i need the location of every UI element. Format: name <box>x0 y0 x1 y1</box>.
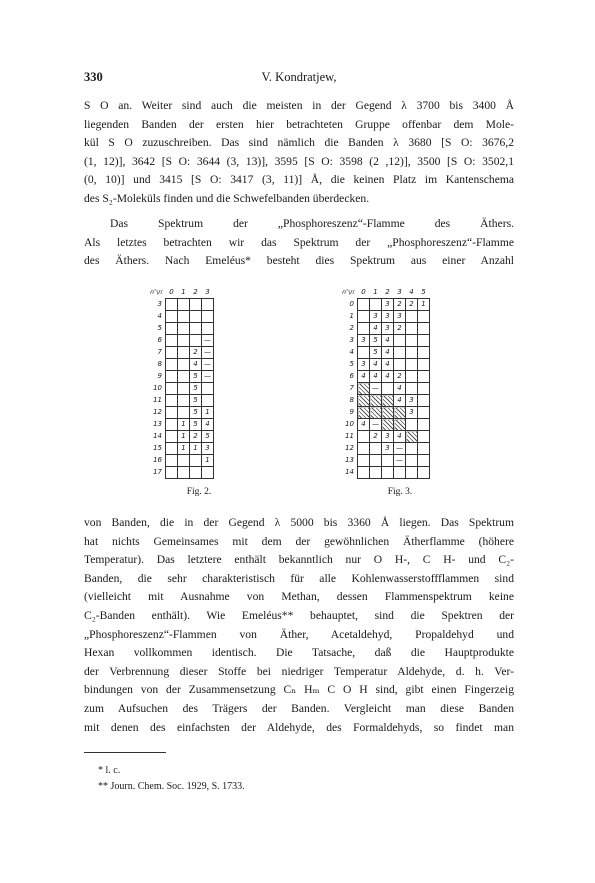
grid-cell: 4 <box>358 419 370 431</box>
grid-row <box>340 335 430 347</box>
grid-cell <box>166 443 178 455</box>
grid-cell <box>202 311 214 323</box>
grid-cell <box>358 443 370 455</box>
grid-cell: 1 <box>190 443 202 455</box>
grid-cell <box>358 383 370 395</box>
grid-cell <box>166 371 178 383</box>
row-label: 0 <box>349 300 354 308</box>
grid-cell <box>406 335 418 347</box>
grid-cell <box>202 323 214 335</box>
grid-cell <box>406 467 418 479</box>
row-label: 17 <box>153 468 162 476</box>
grid-cell <box>190 335 202 347</box>
grid-cell <box>406 419 418 431</box>
grid-cell <box>394 359 406 371</box>
grid-cell <box>394 407 406 419</box>
grid-cell: 4 <box>382 371 394 383</box>
text-line: (0, 10)] und 3415 [S O: 3417 (3, 11)] Å, die keinen Platz im Kantenschema <box>84 173 514 187</box>
grid-cell <box>358 455 370 467</box>
grid-cell <box>406 443 418 455</box>
grid-cell <box>166 407 178 419</box>
grid-cell <box>418 335 430 347</box>
grid-cell <box>370 407 382 419</box>
grid-cell: 3 <box>394 311 406 323</box>
grid-cell: 3 <box>382 299 394 311</box>
grid-cell <box>418 443 430 455</box>
grid-cell: 2 <box>370 431 382 443</box>
grid-row <box>340 383 430 395</box>
grid-row <box>340 395 430 407</box>
grid-cell <box>418 467 430 479</box>
grid-cell <box>358 323 370 335</box>
grid-row <box>340 467 430 479</box>
grid-cell <box>370 443 382 455</box>
grid-cell <box>166 419 178 431</box>
row-label: 11 <box>153 396 162 404</box>
row-label: 4 <box>349 348 354 356</box>
fig-2-grid <box>148 287 214 479</box>
column-label: 3 <box>397 288 402 296</box>
grid-cell <box>190 323 202 335</box>
grid-cell: — <box>202 335 214 347</box>
row-label: 12 <box>345 444 354 452</box>
grid-cell: — <box>202 359 214 371</box>
grid-cell <box>358 467 370 479</box>
row-label: 6 <box>157 336 162 344</box>
grid-cell: 5 <box>190 383 202 395</box>
grid-cell <box>190 311 202 323</box>
text-line: hat nichts Gemeinsames mit dem der gewöhnlichen Ätherflamme (höhere <box>84 534 514 548</box>
grid-cell: 5 <box>190 407 202 419</box>
grid-cell <box>418 419 430 431</box>
grid-cell: 5 <box>190 395 202 407</box>
grid-cell <box>178 395 190 407</box>
row-label: 16 <box>153 456 162 464</box>
grid-cell: 5 <box>190 371 202 383</box>
grid-cell <box>418 395 430 407</box>
grid-cell: 4 <box>382 347 394 359</box>
grid-cell <box>418 371 430 383</box>
grid-cell <box>358 395 370 407</box>
grid-cell: — <box>394 443 406 455</box>
grid-cell: 4 <box>394 383 406 395</box>
grid-row <box>340 347 430 359</box>
row-label: 3 <box>157 300 162 308</box>
grid-cell <box>406 371 418 383</box>
grid-cell <box>202 383 214 395</box>
page-number: 330 <box>84 70 103 84</box>
grid-cell: — <box>202 371 214 383</box>
grid-cell: 5 <box>370 335 382 347</box>
grid-cell <box>418 359 430 371</box>
column-label: 3 <box>205 288 210 296</box>
grid-row <box>148 335 214 347</box>
grid-cell <box>406 323 418 335</box>
grid-row <box>340 299 430 311</box>
row-label: 7 <box>349 384 354 392</box>
grid-row <box>148 455 214 467</box>
grid-cell: 4 <box>382 335 394 347</box>
text-line: Als letztes betrachten wir das Spektrum der „Phosphoreszenz“-Flamme <box>84 235 514 249</box>
grid-row <box>340 407 430 419</box>
grid-row <box>148 467 214 479</box>
grid-cell <box>178 335 190 347</box>
grid-cell: 3 <box>358 335 370 347</box>
column-label: 0 <box>361 288 366 296</box>
grid-cell: 4 <box>382 359 394 371</box>
grid-cell: 2 <box>190 347 202 359</box>
text-line: der Verbrennung dieser Stoffe bei niedriger Temperatur Aldehyde, d. h. Ver- <box>84 664 514 678</box>
grid-cell: 4 <box>358 371 370 383</box>
grid-cell <box>418 455 430 467</box>
column-label: 0 <box>169 288 174 296</box>
grid-cell <box>406 455 418 467</box>
figure-2-caption: Fig. 2. <box>186 487 212 497</box>
text-line: Hexan vollkommen identisch. Die Tatsache, daß die Hauptprodukte <box>84 646 514 660</box>
grid-cell: 3 <box>406 407 418 419</box>
column-label: 5 <box>421 288 426 296</box>
grid-cell <box>382 455 394 467</box>
grid-cell: 3 <box>406 395 418 407</box>
grid-cell <box>202 467 214 479</box>
grid-row <box>340 359 430 371</box>
grid-cell <box>166 299 178 311</box>
grid-cell <box>370 299 382 311</box>
grid-cell <box>382 407 394 419</box>
grid-cell <box>166 395 178 407</box>
grid-cell <box>166 323 178 335</box>
grid-cell <box>370 467 382 479</box>
text-line: mit denen des einfachsten der Aldehyde, des Formaldehyds, so findet man <box>84 720 514 734</box>
grid-corner-label: n″\n′ <box>342 289 356 297</box>
figure-3-table <box>340 287 430 479</box>
text-line: zum Aufsuchen des Trägers der Banden. Vergleicht man diese Banden <box>84 701 514 715</box>
grid-cell: 2 <box>394 371 406 383</box>
figure-2-table <box>148 287 214 479</box>
row-label: 8 <box>157 360 162 368</box>
grid-cell: 4 <box>370 359 382 371</box>
column-label: 2 <box>385 288 390 296</box>
grid-row <box>148 371 214 383</box>
grid-row <box>340 431 430 443</box>
page-header <box>84 70 514 86</box>
grid-cell: 3 <box>382 311 394 323</box>
grid-cell <box>382 383 394 395</box>
grid-cell: 2 <box>394 323 406 335</box>
row-label: 9 <box>349 408 354 416</box>
column-label: 1 <box>181 288 186 296</box>
grid-cell <box>418 347 430 359</box>
text-line: Temperatur). Das letztere enthält bekanntlich nur O H-, C H- und C₂- <box>84 553 514 567</box>
grid-row <box>148 347 214 359</box>
grid-cell <box>178 383 190 395</box>
text-line: von Banden, die in der Gegend λ 5000 bis 3360 Å liegen. Das Spektrum <box>84 516 514 529</box>
text-line: liegenden Banden der ersten hier betrachteten Gruppe offenbar dem Mole- <box>84 117 514 131</box>
grid-cell: 5 <box>190 419 202 431</box>
grid-cell <box>202 395 214 407</box>
grid-cell: 1 <box>178 443 190 455</box>
grid-row <box>148 311 214 323</box>
grid-cell: 5 <box>370 347 382 359</box>
grid-cell <box>166 311 178 323</box>
row-label: 7 <box>157 348 162 356</box>
text-line: des S₂-Moleküls finden und die Schwefelbanden überdecken. <box>84 191 370 205</box>
grid-cell <box>418 311 430 323</box>
grid-row <box>340 371 430 383</box>
text-line: des Äthers. Nach Emeléus* besteht dies Spektrum aus einer Anzahl <box>84 254 514 268</box>
grid-cell <box>166 455 178 467</box>
column-label: 1 <box>373 288 378 296</box>
grid-cell: 2 <box>406 299 418 311</box>
grid-cell <box>394 467 406 479</box>
grid-cell <box>178 467 190 479</box>
grid-cell <box>406 359 418 371</box>
row-label: 13 <box>153 420 162 428</box>
grid-cell: 3 <box>382 323 394 335</box>
grid-row <box>340 323 430 335</box>
grid-cell <box>370 395 382 407</box>
row-label: 9 <box>157 372 162 380</box>
grid-row <box>148 383 214 395</box>
grid-row <box>148 443 214 455</box>
row-label: 14 <box>345 468 354 476</box>
grid-cell <box>370 455 382 467</box>
text-line: Banden, die sehr charakteristisch für alle Kohlenwasserstoffflammen sind <box>84 571 514 585</box>
grid-cell <box>178 299 190 311</box>
grid-cell <box>178 407 190 419</box>
row-label: 14 <box>153 432 162 440</box>
grid-row <box>148 395 214 407</box>
figure-3-caption: Fig. 3. <box>387 487 413 497</box>
grid-cell: — <box>394 455 406 467</box>
grid-cell: 4 <box>190 359 202 371</box>
grid-cell: 4 <box>370 323 382 335</box>
row-label: 6 <box>349 372 354 380</box>
grid-cell <box>394 335 406 347</box>
grid-cell <box>190 455 202 467</box>
section-heading-line: Das Spektrum der „Phosphoreszenz“-Flamme des Äthers. <box>110 217 514 230</box>
fig-3-grid <box>340 287 430 479</box>
text-line: bindungen von der Zusammensetzung Cₙ Hₘ C O H sind, gibt einen Fingerzeig <box>84 683 514 697</box>
text-line: „Phosphoreszenz“-Flammen von Äther, Acetaldehyd, Propaldehyd und <box>84 627 514 641</box>
running-head: V. Kondratjew, <box>261 70 337 84</box>
row-label: 4 <box>157 312 162 320</box>
row-label: 2 <box>349 324 354 332</box>
grid-cell <box>178 347 190 359</box>
grid-row <box>340 443 430 455</box>
grid-cell <box>202 299 214 311</box>
grid-cell <box>382 467 394 479</box>
row-label: 3 <box>349 336 354 344</box>
grid-row <box>148 299 214 311</box>
grid-cell: 4 <box>394 395 406 407</box>
text-line: (1, 12)], 3642 [S O: 3644 (3, 13)], 3595 [S O: 3598 (2 ,12)], 3500 [S O: 3502,1 <box>84 154 514 168</box>
grid-cell <box>166 383 178 395</box>
row-label: 15 <box>153 444 162 452</box>
grid-cell: — <box>370 419 382 431</box>
row-label: 12 <box>153 408 162 416</box>
paragraph-3 <box>84 514 514 737</box>
row-label: 10 <box>153 384 162 392</box>
grid-cell: 4 <box>394 431 406 443</box>
grid-cell: 1 <box>178 419 190 431</box>
grid-cell: 3 <box>202 443 214 455</box>
grid-cell <box>358 299 370 311</box>
paragraph-2 <box>84 215 514 271</box>
grid-cell <box>178 311 190 323</box>
column-label: 4 <box>409 288 414 296</box>
grid-cell: 3 <box>370 311 382 323</box>
grid-cell: — <box>370 383 382 395</box>
grid-cell <box>406 347 418 359</box>
grid-cell <box>382 395 394 407</box>
row-label: 1 <box>349 312 354 320</box>
grid-cell <box>190 299 202 311</box>
grid-cell <box>418 383 430 395</box>
grid-cell: 1 <box>202 455 214 467</box>
grid-cell <box>178 371 190 383</box>
row-label: 8 <box>349 396 354 404</box>
grid-cell <box>178 323 190 335</box>
column-label: 2 <box>193 288 198 296</box>
grid-cell <box>358 311 370 323</box>
text-line: C₂-Banden enthält). Wie Emeléus** behauptet, sind die Spektren der <box>84 608 514 622</box>
grid-cell <box>166 467 178 479</box>
footnote-2: ** Journ. Chem. Soc. 1929, S. 1733. <box>98 781 245 792</box>
row-label: 11 <box>345 432 354 440</box>
grid-cell <box>358 347 370 359</box>
grid-corner-label: n″\n′ <box>150 289 164 297</box>
grid-cell <box>358 431 370 443</box>
grid-cell: 4 <box>370 371 382 383</box>
grid-cell: 3 <box>382 443 394 455</box>
grid-row <box>148 419 214 431</box>
grid-cell <box>406 383 418 395</box>
row-label: 10 <box>345 420 354 428</box>
row-label: 13 <box>345 456 354 464</box>
grid-row <box>340 455 430 467</box>
grid-cell: 1 <box>178 431 190 443</box>
grid-cell: 1 <box>418 299 430 311</box>
grid-cell <box>394 419 406 431</box>
grid-cell <box>418 407 430 419</box>
grid-row <box>148 359 214 371</box>
grid-cell: 5 <box>202 431 214 443</box>
grid-cell: 4 <box>202 419 214 431</box>
grid-cell <box>394 347 406 359</box>
grid-row <box>340 419 430 431</box>
grid-row <box>340 311 430 323</box>
grid-cell <box>406 311 418 323</box>
grid-cell: 2 <box>394 299 406 311</box>
text-line: (vielleicht mit Ausnahme von Methan, dessen Flammenspektrum keine <box>84 590 514 604</box>
row-label: 5 <box>157 324 162 332</box>
grid-cell: 1 <box>202 407 214 419</box>
grid-cell <box>178 455 190 467</box>
grid-cell <box>166 359 178 371</box>
grid-cell: 3 <box>382 431 394 443</box>
grid-cell <box>190 467 202 479</box>
grid-cell <box>358 407 370 419</box>
grid-cell <box>418 431 430 443</box>
grid-cell <box>382 419 394 431</box>
grid-cell <box>166 335 178 347</box>
grid-cell: — <box>202 347 214 359</box>
grid-row <box>148 431 214 443</box>
grid-cell <box>406 431 418 443</box>
footnote-rule <box>84 752 166 753</box>
text-line: S O an. Weiter sind auch die meisten in der Gegend λ 3700 bis 3400 Å <box>84 99 514 112</box>
grid-cell <box>418 323 430 335</box>
text-line: kül S O zuzuschreiben. Das sind nämlich die Banden λ 3680 [S O: 3676,2 <box>84 136 514 150</box>
grid-cell <box>178 359 190 371</box>
grid-cell: 3 <box>358 359 370 371</box>
grid-cell <box>166 431 178 443</box>
grid-row <box>148 323 214 335</box>
row-label: 5 <box>349 360 354 368</box>
grid-cell <box>166 347 178 359</box>
grid-row <box>148 407 214 419</box>
paragraph-1 <box>84 97 514 209</box>
grid-cell: 2 <box>190 431 202 443</box>
footnote-1: * l. c. <box>98 765 121 776</box>
